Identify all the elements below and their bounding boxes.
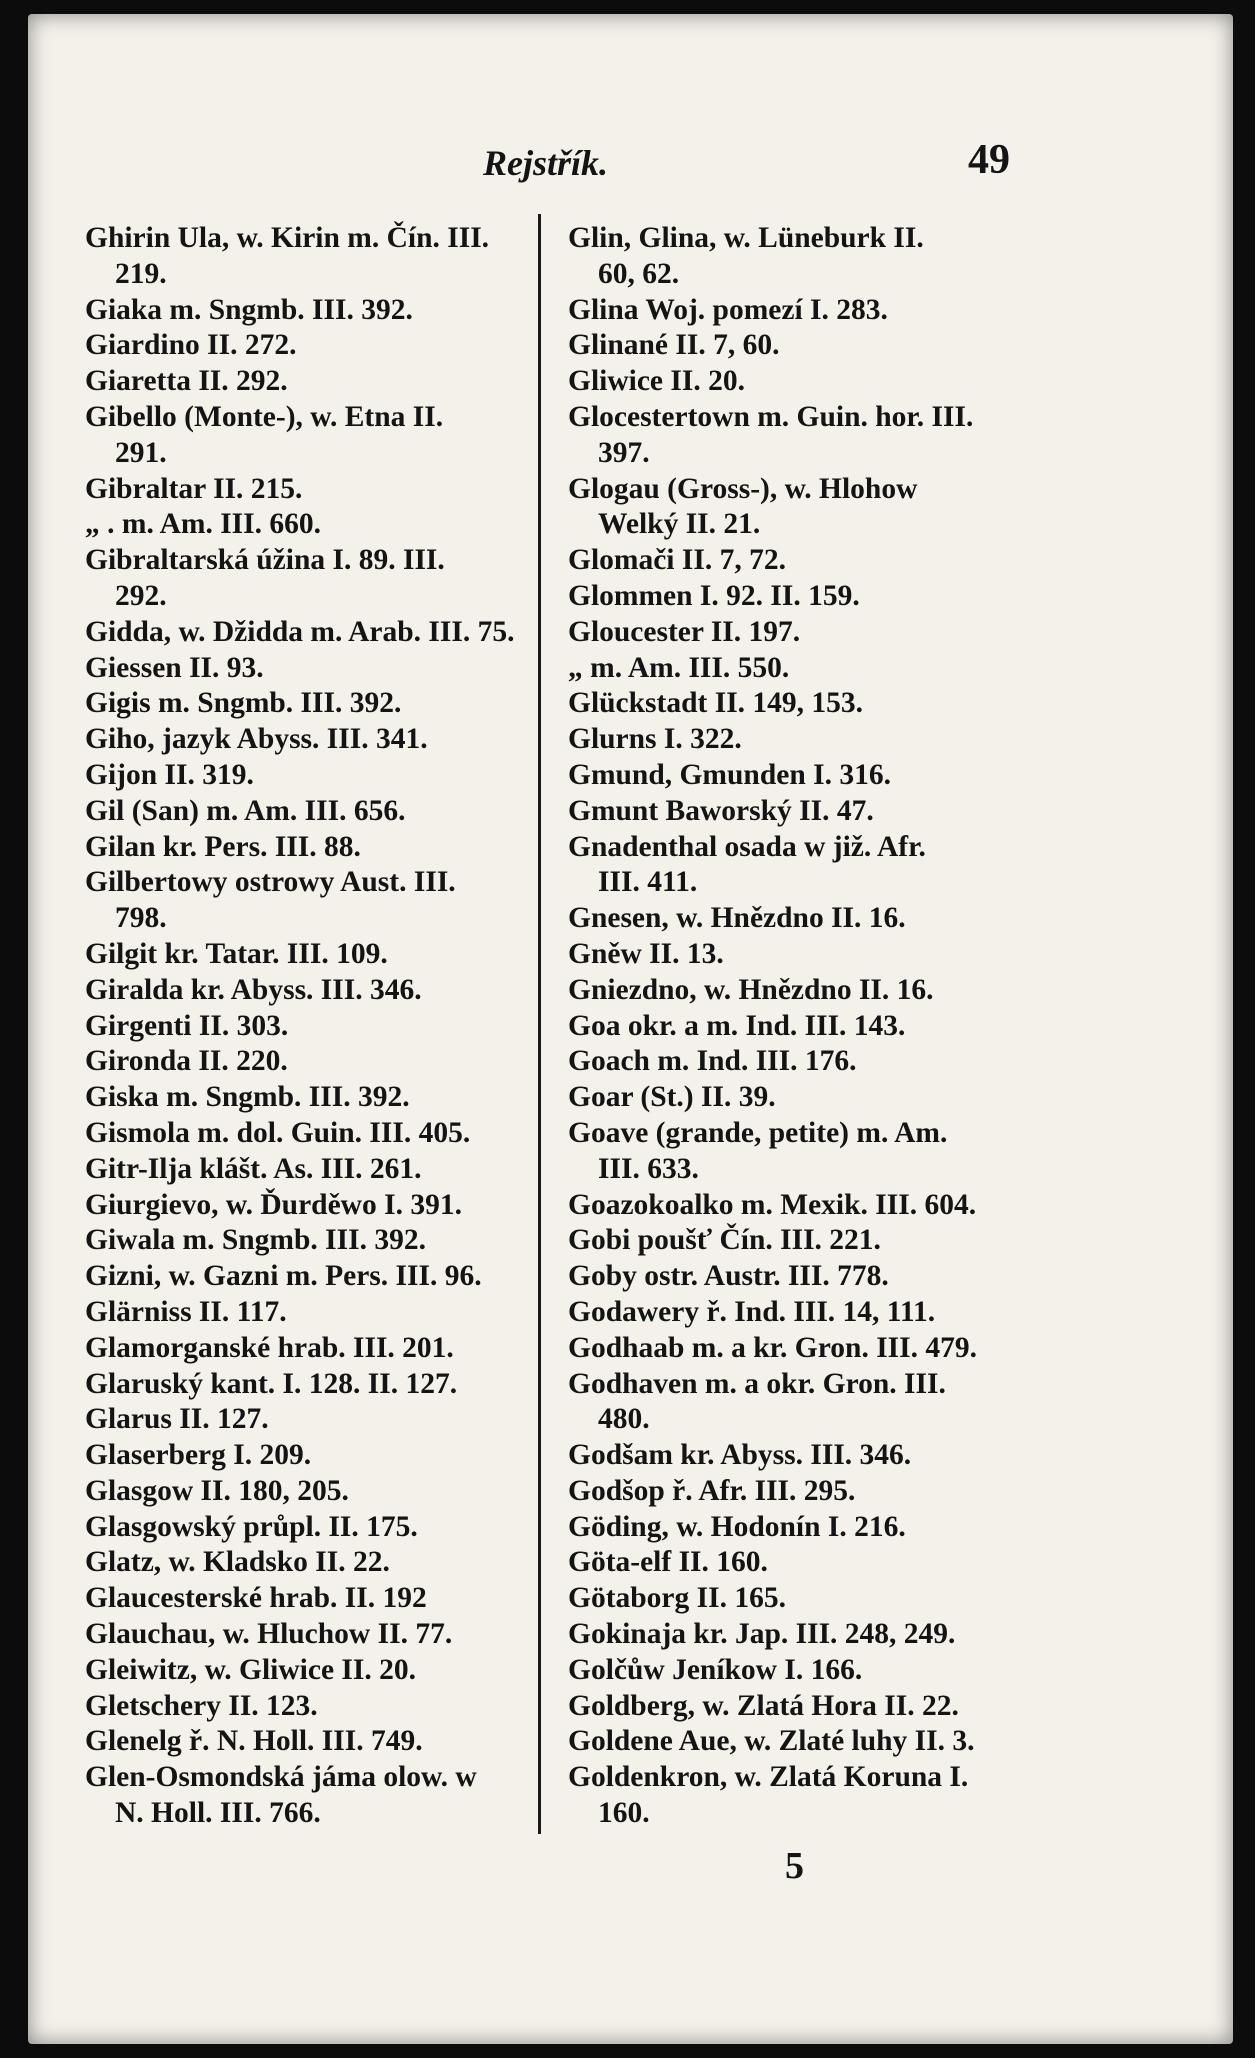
index-entry-line: 291. (115, 436, 167, 469)
index-column-right (568, 221, 1068, 1832)
index-entry-line: Goa okr. a m. Ind. III. 143. (568, 1009, 906, 1042)
index-entry-line: Goldberg, w. Zlatá Hora II. 22. (568, 1689, 959, 1722)
index-entry-line: Glasgow II. 180, 205. (85, 1474, 349, 1507)
index-entry-line: Gijon II. 319. (85, 758, 254, 791)
index-entry-line: N. Holl. III. 766. (115, 1797, 321, 1830)
index-entry-line: Godšam kr. Abyss. III. 346. (568, 1439, 912, 1472)
index-entry-line: Glina Woj. pomezí I. 283. (568, 293, 888, 326)
index-entry-line: Giaretta II. 292. (85, 365, 288, 398)
index-entry-line: Gleiwitz, w. Gliwice II. 20. (85, 1653, 417, 1686)
index-entry-line: Glinané II. 7, 60. (568, 329, 780, 362)
index-entry-line: Goave (grande, petite) m. Am. (568, 1116, 948, 1149)
index-entry-line: 160. (598, 1797, 650, 1830)
index-entry-line: Glurns I. 322. (568, 723, 742, 756)
index-entry-line: 292. (115, 579, 167, 612)
index-entry-line: Giwala m. Sngmb. III. 392. (85, 1224, 426, 1257)
index-entry-line: Goar (St.) II. 39. (568, 1081, 776, 1114)
index-entry-line: Gibraltar II. 215. (85, 472, 303, 505)
index-entry-line: Gibello (Monte-), w. Etna II. (85, 400, 444, 433)
index-entry-line: Goach m. Ind. III. 176. (568, 1045, 857, 1078)
index-entry-line: Goldene Aue, w. Zlaté luhy II. 3. (568, 1725, 975, 1758)
index-entry-line: Gloucester II. 197. (568, 615, 801, 648)
index-entry-line: Welký II. 21. (598, 508, 761, 541)
index-entry-line: Gletschery II. 123. (85, 1689, 318, 1722)
index-entry-line: Glaruský kant. I. 128. II. 127. (85, 1367, 458, 1400)
index-entry-line: Gismola m. dol. Guin. III. 405. (85, 1116, 471, 1149)
index-entry-line: Glärniss II. 117. (85, 1295, 287, 1328)
index-entry-line: Gibraltarská úžina I. 89. III. (85, 544, 445, 577)
index-entry-line: Girgenti II. 303. (85, 1009, 289, 1042)
index-entry-line: Giralda kr. Abyss. III. 346. (85, 973, 422, 1006)
index-entry-line: Giardino II. 272. (85, 329, 297, 362)
gathering-signature: 5 (785, 1845, 804, 1887)
index-entry-line: Gigis m. Sngmb. III. 392. (85, 687, 402, 720)
index-entry-line: Gilgit kr. Tatar. III. 109. (85, 937, 388, 970)
index-entry-line: Goby ostr. Austr. III. 778. (568, 1260, 889, 1293)
index-entry-line: Gnadenthal osada w již. Afr. (568, 830, 926, 863)
index-entry-line: Gniezdno, w. Hnězdno II. 16. (568, 973, 934, 1006)
index-entry-line: Glatz, w. Kladsko II. 22. (85, 1546, 390, 1579)
index-entry-line: Glin, Glina, w. Lüneburk II. (568, 222, 924, 254)
index-entry-line: Gmund, Gmunden I. 316. (568, 758, 891, 791)
index-entry-line: Glarus II. 127. (85, 1403, 269, 1436)
index-entry-line: Gobi poušť Čín. III. 221. (568, 1224, 881, 1257)
index-entry-line: Glaserberg I. 209. (85, 1439, 312, 1472)
index-entry-line: Götaborg II. 165. (568, 1582, 786, 1615)
index-entry-line: „ m. Am. III. 550. (568, 651, 790, 684)
index-entry-line: Gil (San) m. Am. III. 656. (85, 794, 406, 827)
index-entry-line: III. 633. (598, 1152, 699, 1185)
index-entry-line: Giessen II. 93. (85, 651, 264, 684)
index-entry-line: Glamorganské hrab. III. 201. (85, 1331, 454, 1364)
page-number: 49 (968, 137, 1010, 183)
index-entry-line: Gitr-Ilja klášt. As. III. 261. (85, 1152, 422, 1185)
index-entry-line: Glasgowský průpl. II. 175. (85, 1510, 418, 1543)
index-entry-line: Gironda II. 220. (85, 1045, 288, 1078)
index-entry-line: „ . m. Am. III. 660. (85, 508, 322, 541)
index-entry-line: Gokinaja kr. Jap. III. 248, 249. (568, 1618, 956, 1651)
index-entry-line: Goazokoalko m. Mexik. III. 604. (568, 1188, 977, 1221)
index-entry-line: Glogau (Gross-), w. Hlohow (568, 472, 918, 505)
index-entry-line: Giho, jazyk Abyss. III. 341. (85, 723, 428, 756)
running-head: Rejstřík. (483, 143, 609, 183)
index-entry-line: Gilbertowy ostrowy Aust. III. (85, 866, 456, 899)
index-entry-line: Ghirin Ula, w. Kirin m. Čín. III. (85, 222, 490, 254)
index-entry-line: Göding, w. Hodonín I. 216. (568, 1510, 906, 1543)
index-entry-line: Gidda, w. Džidda m. Arab. III. 75. (85, 615, 515, 648)
index-entry-line: Giurgievo, w. Ďurděwo I. 391. (85, 1188, 462, 1221)
index-entry-line: Glomači II. 7, 72. (568, 544, 786, 577)
index-entry-line: Glückstadt II. 149, 153. (568, 687, 864, 720)
index-entry-line: 397. (598, 436, 650, 469)
index-entry-line: Gilan kr. Pers. III. 88. (85, 830, 361, 863)
index-entry-line: Godhaven m. a okr. Gron. III. (568, 1367, 946, 1400)
index-entry-line: Godšop ř. Afr. III. 295. (568, 1474, 856, 1507)
index-entry-line: Glauchau, w. Hluchow II. 77. (85, 1618, 453, 1651)
index-entry-line: Gněw II. 13. (568, 937, 724, 970)
index-entry-line: 480. (598, 1403, 650, 1436)
index-entry-line: 798. (115, 902, 167, 935)
index-column-left (85, 221, 525, 1832)
index-entry-line: Glommen I. 92. II. 159. (568, 579, 860, 612)
index-entry-line: Giaka m. Sngmb. III. 392. (85, 293, 413, 326)
index-entry-line: Glen-Osmondská jáma olow. w (85, 1761, 477, 1794)
index-entry-line: Glenelg ř. N. Holl. III. 749. (85, 1725, 423, 1758)
column-divider (538, 214, 541, 1834)
index-entry-line: 219. (115, 257, 167, 290)
book-page (28, 14, 1233, 2044)
index-entry-line: 60, 62. (598, 257, 680, 290)
index-entry-line: Gmunt Baworský II. 47. (568, 794, 874, 827)
index-entry-line: Glaucesterské hrab. II. 192 (85, 1582, 427, 1615)
index-entry-line: Göta-elf II. 160. (568, 1546, 768, 1579)
index-entry-line: Goldenkron, w. Zlatá Koruna I. (568, 1761, 969, 1794)
index-entry-line: Godawery ř. Ind. III. 14, 111. (568, 1295, 936, 1328)
index-entry-line: Glocestertown m. Guin. hor. III. (568, 400, 974, 433)
index-entry-line: Gliwice II. 20. (568, 365, 745, 398)
index-entry-line: Gizni, w. Gazni m. Pers. III. 96. (85, 1260, 482, 1293)
index-entry-line: Gnesen, w. Hnězdno II. 16. (568, 902, 906, 935)
index-entry-line: Golčůw Jeníkow I. 166. (568, 1653, 863, 1686)
index-entry-line: III. 411. (598, 866, 698, 899)
index-entry-line: Giska m. Sngmb. III. 392. (85, 1081, 410, 1114)
index-entry-line: Godhaab m. a kr. Gron. III. 479. (568, 1331, 978, 1364)
